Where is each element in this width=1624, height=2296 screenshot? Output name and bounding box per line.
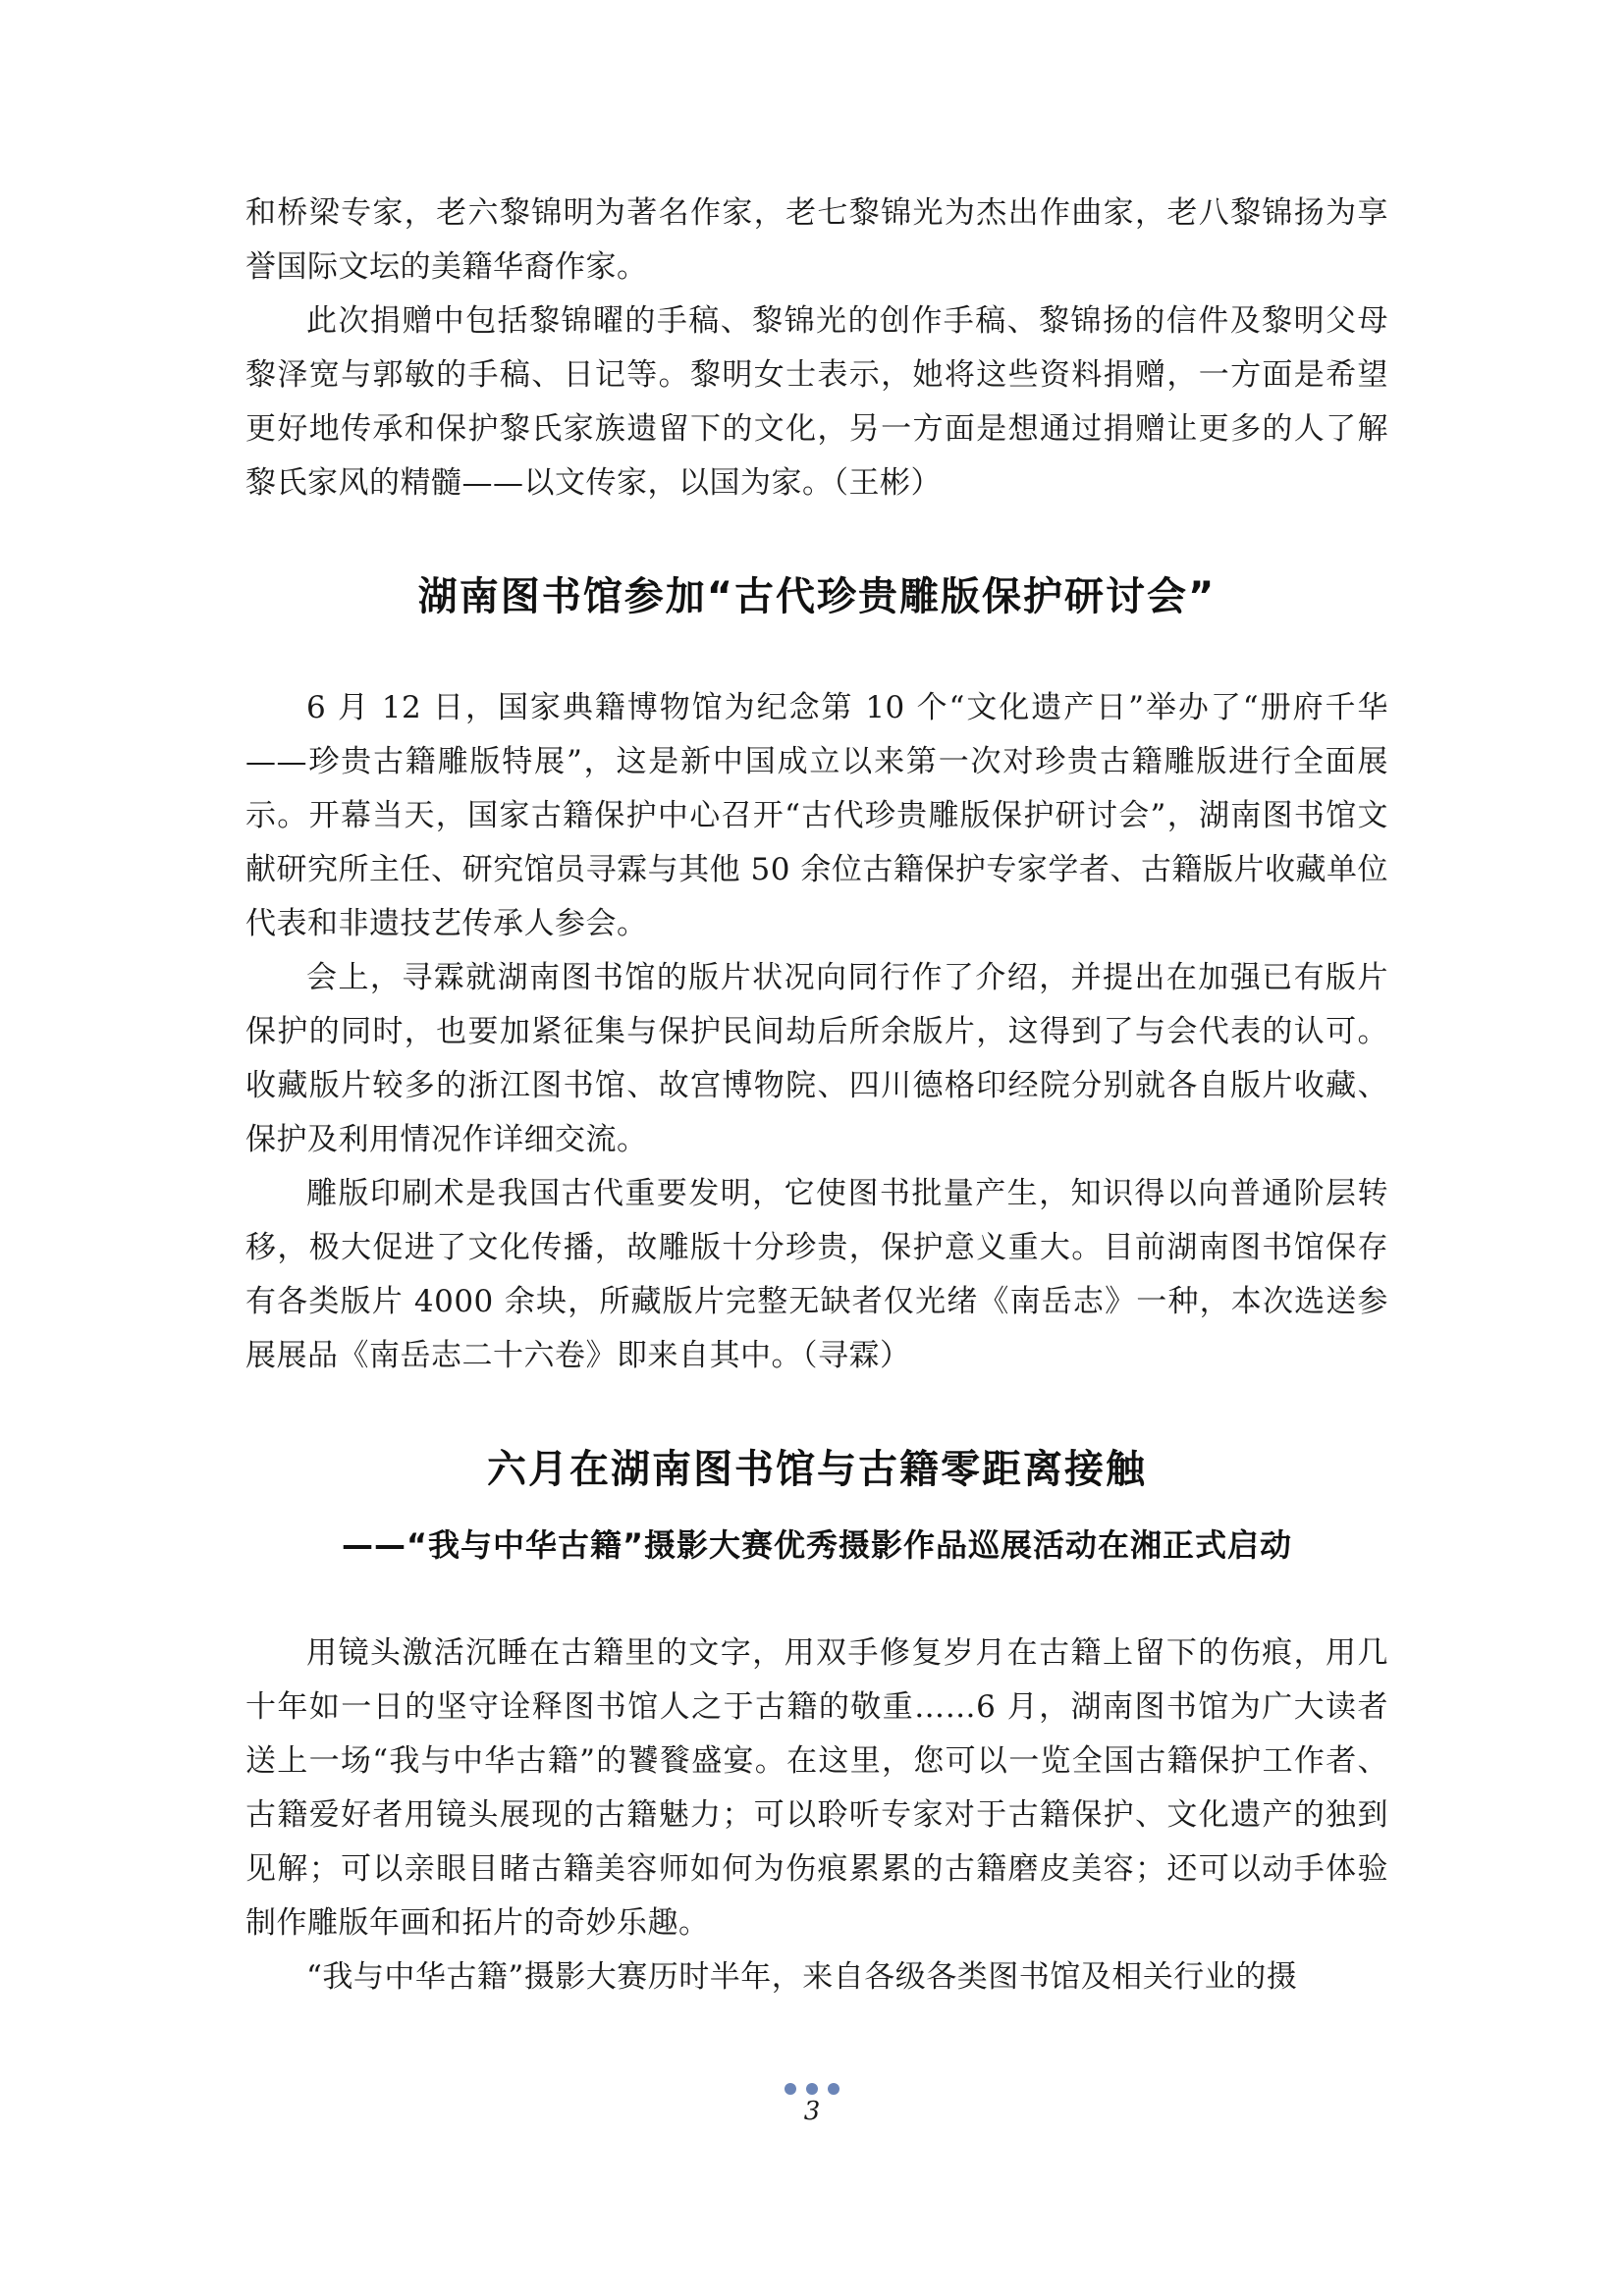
ellipsis-dots-icon: [0, 2083, 1624, 2095]
dot: [785, 2083, 796, 2095]
article2-paragraph-3: 雕版印刷术是我国古代重要发明，它使图书批量产生，知识得以向普通阶层转移，极大促进了文化传播，故雕版十分珍贵，保护意义重大。目前湖南图书馆保存有各类版片 4000 余块，所藏版片完整无缺者仅光绪《南岳志》一种，本次选送参展展品《南岳志二十六卷》即来自其中。（寻霖）: [245, 1176, 1388, 1373]
spacer: [245, 1497, 1388, 1521]
page-footer: [0, 2083, 1624, 2126]
spacer: [245, 1383, 1388, 1442]
article-subtitle-photo-contest: ——“我与中华古籍”摄影大赛优秀摄影作品巡展活动在湘正式启动: [341, 1526, 1293, 1564]
document-page: [245, 187, 1388, 2004]
dot: [806, 2083, 818, 2095]
article3-paragraph-1: 用镜头激活沉睡在古籍里的文字，用双手修复岁月在古籍上留下的伤痕，用几十年如一日的坚守诠释图书馆人之于古籍的敬重……6 月，湖南图书馆为广大读者送上一场“我与中华古籍”的饕餮盛宴。在这里，您可以一览全国古籍保护工作者、古籍爱好者用镜头展现的古籍魅力；可以聆听专家对于古籍保护、文化遗产的独到见解；可以亲眼目睹古籍美容师如何为伤痕累累的古籍磨皮美容；还可以动手体验制作雕版年画和拓片的奇妙乐趣。: [245, 1635, 1388, 1941]
article3-paragraph-2: “我与中华古籍”摄影大赛历时半年，来自各级各类图书馆及相关行业的摄: [306, 1959, 1298, 1995]
article2-paragraph-2: 会上，寻霖就湖南图书馆的版片状况向同行作了介绍，并提出在加强已有版片保护的同时，也要加紧征集与保护民间劫后所余版片，这得到了与会代表的认可。收藏版片较多的浙江图书馆、故宫博物院、四川德格印经院分别就各自版片收藏、保护及利用情况作详细交流。: [245, 960, 1388, 1157]
spacer: [245, 510, 1388, 569]
spacer: [245, 1570, 1388, 1627]
page-number: 3: [803, 2097, 821, 2126]
article-title-engraving-seminar: 湖南图书馆参加“古代珍贵雕版保护研讨会”: [417, 574, 1217, 619]
intro-paragraph-continued: 和桥梁专家，老六黎锦明为著名作家，老七黎锦光为杰出作曲家，老八黎锦扬为享誉国际文坛的美籍华裔作家。: [245, 195, 1388, 285]
article2-paragraph-1: 6 月 12 日，国家典籍博物馆为纪念第 10 个“文化遗产日”举办了“册府千华——珍贵古籍雕版特展”，这是新中国成立以来第一次对珍贵古籍雕版进行全面展示。开幕当天，国家古籍保护中心召开“古代珍贵雕版保护研讨会”，湖南图书馆文献研究所主任、研究馆员寻霖与其他 50 余位古籍保护专家学者、古籍版片收藏单位代表和非遗技艺传承人参会。: [245, 690, 1388, 941]
intro-paragraph-donation: 此次捐赠中包括黎锦曜的手稿、黎锦光的创作手稿、黎锦扬的信件及黎明父母黎泽宽与郭敏的手稿、日记等。黎明女士表示，她将这些资料捐赠，一方面是希望更好地传承和保护黎氏家族遗留下的文化，另一方面是想通过捐赠让更多的人了解黎氏家风的精髓——以文传家，以国为家。（王彬）: [245, 303, 1388, 501]
article-title-june-ancient-books: 六月在湖南图书馆与古籍零距离接触: [487, 1447, 1147, 1492]
spacer: [245, 624, 1388, 681]
dot: [828, 2083, 839, 2095]
